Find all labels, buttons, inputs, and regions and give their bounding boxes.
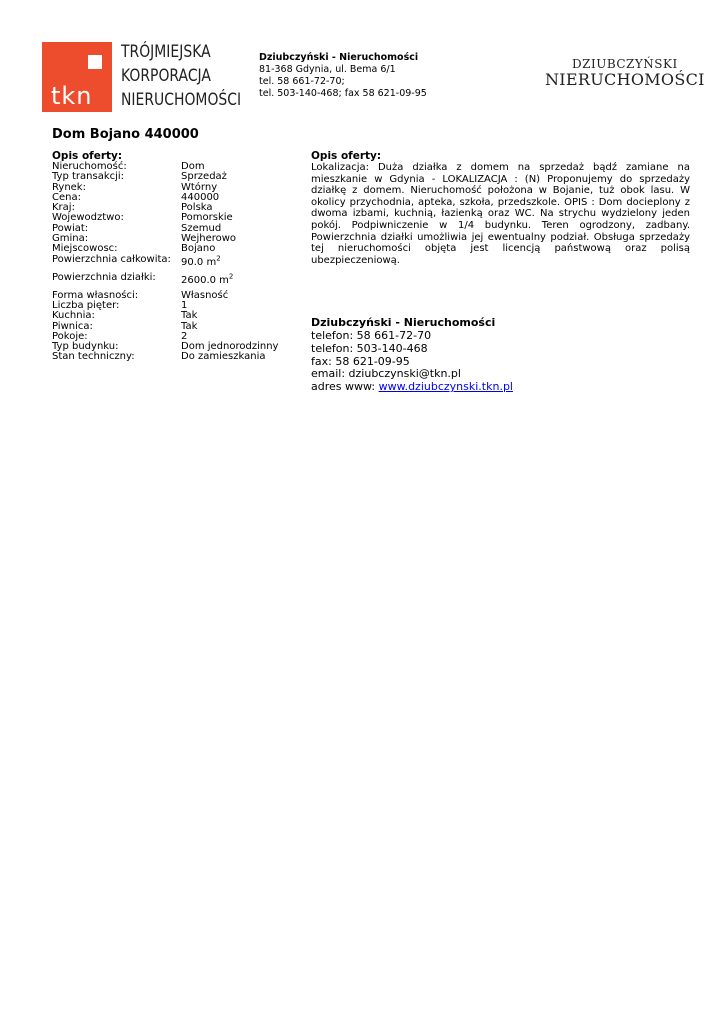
- detail-row: [52, 193, 278, 203]
- brand-name-line-1: TRÓJMIEJSKA: [121, 42, 211, 62]
- offer-title: Dom Bojano 440000: [52, 127, 199, 142]
- contact-heading: Dziubczyński - Nieruchomości: [311, 316, 496, 329]
- detail-value-text: Do zamieszkania: [181, 351, 266, 363]
- detail-label: Kraj:: [52, 202, 75, 214]
- detail-label: Powierzchnia działki:: [52, 271, 156, 283]
- detail-label: Powierzchnia całkowita:: [52, 253, 171, 265]
- detail-value-text: Szemud: [181, 222, 222, 234]
- detail-value-text: Sprzedaż: [181, 171, 227, 183]
- detail-value-text: Dom: [181, 161, 205, 172]
- unit-superscript: 2: [228, 272, 234, 281]
- detail-label: Liczba pięter:: [52, 299, 120, 311]
- detail-value-text: Wtórny: [181, 181, 218, 193]
- header-phone: tel. 58 661-72-70;: [259, 76, 345, 87]
- detail-value-text: Tak: [181, 320, 198, 332]
- logo-square-mark: [88, 55, 102, 69]
- header-phone-fax: tel. 503-140-468; fax 58 621-09-95: [259, 88, 427, 99]
- description-text: Lokalizacja: Duża działka z domem na sprzedaż bądź zamiane na mieszkanie w Gdynia - LOKALIZACJA : (N) Proponujemy do sprzedaży działkę z domem. Nieruchomość położona w Bojanie, tuż obok lasu. W okolicy przychodnia, apteka, szkoła, przedszkole. OPIS : Dom docieplony z dwoma izbami, kuchnią, łazienką oraz WC. Na strychu wydzielony jeden pokój. Podpiwniczenie w 1/4 budynku. Teren ogrodzony, zadbany. Powierzchnia działki umożliwia jej ewentualny podział. Obsługa sprzedaży tej nieruchomości objęta jest licencją państwową oraz polisą ubezpieczeniową.: [311, 162, 690, 266]
- contact-email: email: dziubczynski@tkn.pl: [311, 367, 461, 381]
- brand-name-line-3: NIERUCHOMOŚCI: [121, 90, 242, 110]
- detail-value-text: Dom jednorodzinny: [181, 341, 279, 353]
- detail-label: Forma własności:: [52, 289, 139, 301]
- detail-value-text: Bojano: [181, 243, 216, 255]
- detail-value: [181, 244, 278, 254]
- detail-row: [52, 273, 278, 291]
- detail-label: Typ transakcji:: [52, 171, 125, 183]
- details-table: [52, 162, 278, 363]
- detail-row: [52, 255, 278, 273]
- unit-superscript: 2: [216, 254, 221, 263]
- tkn-logo: [42, 42, 112, 112]
- detail-label: Powiat:: [52, 222, 89, 234]
- detail-row: [52, 183, 278, 193]
- contact-fax: fax: 58 621-09-95: [311, 354, 410, 368]
- logo-right-line-1: DZIUBCZYŃSKI: [572, 57, 678, 71]
- detail-value-text: 440000: [181, 191, 220, 203]
- detail-label: Piwnica:: [52, 320, 93, 332]
- brand-name-line-2: KORPORACJA: [121, 66, 211, 86]
- detail-label: Pokoje:: [52, 330, 88, 342]
- header-company-name: Dziubczyński - Nieruchomości: [259, 52, 419, 63]
- detail-label: Cena:: [52, 191, 81, 203]
- detail-value-text: 2: [181, 330, 188, 342]
- detail-value-text: 2600.0 m: [181, 274, 229, 286]
- logo-tkn-text: tkn: [51, 82, 93, 110]
- detail-label: Nieruchomość:: [52, 161, 127, 172]
- description-heading: Opis oferty:: [311, 150, 382, 162]
- header-contact: [259, 52, 427, 100]
- dziubczynski-logo: [545, 58, 705, 88]
- detail-label: Rynek:: [52, 181, 86, 193]
- detail-value-text: Pomorskie: [181, 212, 233, 224]
- offer-description: [311, 150, 690, 266]
- contact-www-label: adres www:: [311, 380, 379, 394]
- detail-row: [52, 352, 278, 362]
- contact-www: [311, 381, 513, 394]
- detail-label: Typ budynku:: [52, 341, 119, 353]
- contact-phone-1: telefon: 58 661-72-70: [311, 329, 432, 342]
- detail-label: Miejscowosc:: [52, 243, 118, 255]
- detail-value: [181, 291, 278, 301]
- logo-right-line-2: NIERUCHOMOŚCI: [545, 70, 705, 89]
- detail-value: [181, 352, 278, 362]
- detail-value: [181, 322, 278, 332]
- detail-value-text: Polska: [181, 202, 213, 214]
- contact-phone-2: telefon: 503-140-468: [311, 341, 428, 355]
- detail-label: Wojewodztwo:: [52, 212, 124, 224]
- detail-value-text: 90.0 m: [181, 256, 217, 268]
- detail-value: [181, 255, 278, 273]
- details-heading: Opis oferty:: [52, 150, 123, 162]
- contact-box: [311, 316, 513, 394]
- header-address: 81-368 Gdynia, ul. Bema 6/1: [259, 64, 396, 75]
- detail-label: Stan techniczny:: [52, 351, 135, 363]
- detail-value-text: Własność: [181, 289, 229, 301]
- detail-label: Kuchnia:: [52, 310, 95, 322]
- detail-value-text: Tak: [181, 310, 198, 322]
- detail-value: [181, 273, 278, 291]
- detail-value-text: Wejherowo: [181, 233, 237, 245]
- offer-details: [52, 150, 278, 363]
- website-link[interactable]: www.dziubczynski.tkn.pl: [378, 380, 513, 394]
- detail-label: Gmina:: [52, 233, 89, 245]
- brand-name: [121, 40, 241, 112]
- detail-value-text: 1: [181, 299, 188, 311]
